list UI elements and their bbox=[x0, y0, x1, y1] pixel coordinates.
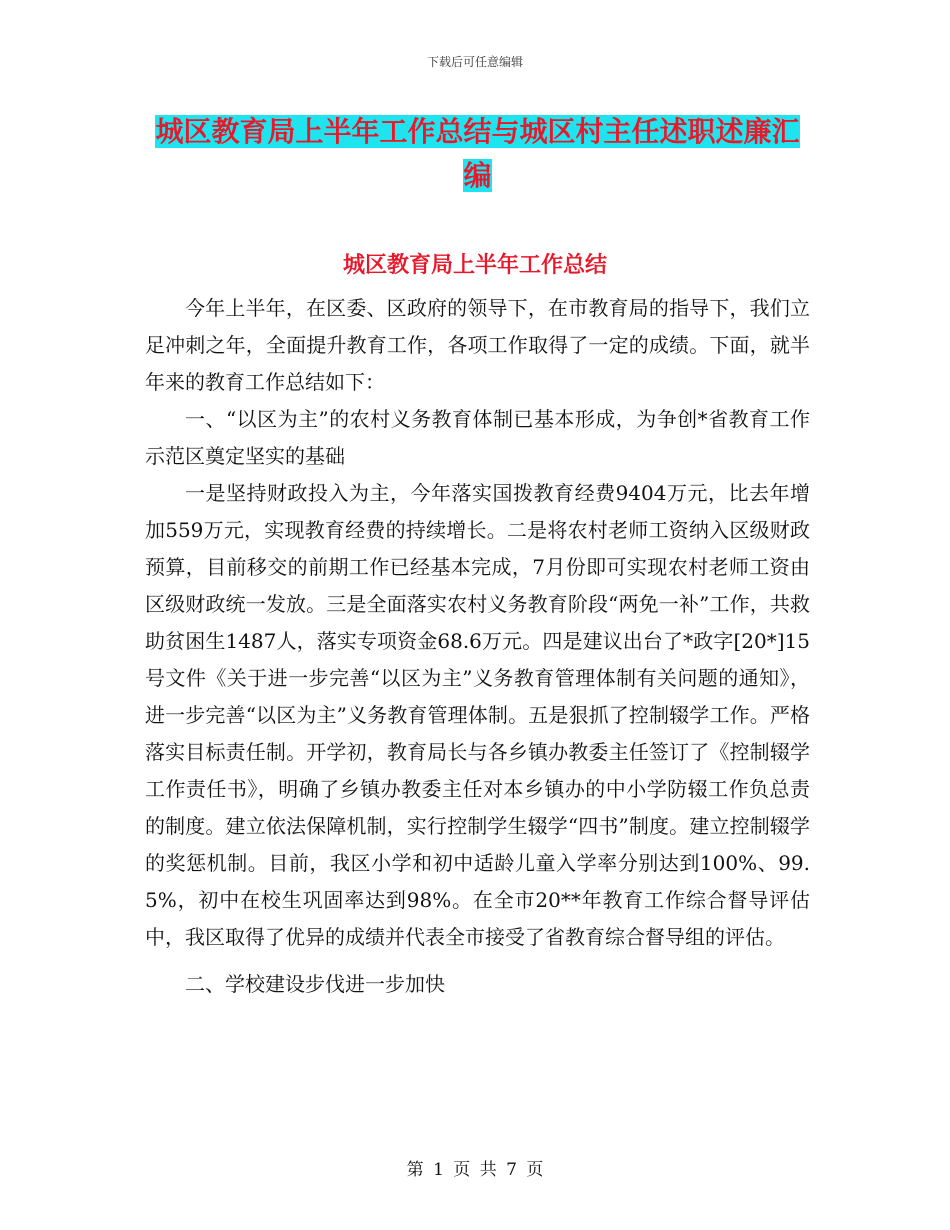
page-footer: 第 1 页 共 7 页 bbox=[406, 1160, 544, 1180]
document-body bbox=[145, 290, 810, 1003]
paragraph-heading-1: 一、“以区为主”的农村义务教育体制已基本形成，为争创*省教育工作示范区奠定坚实的基础 bbox=[145, 407, 810, 468]
paragraph-body-1: 一是坚持财政投入为主，今年落实国拨教育经费9404万元，比去年增加559万元，实现教育经费的持续增长。二是将农村老师工资纳入区级财政预算，目前移交的前期工作已经基本完成，7月份即可实现农村老师工资由区级财政统一发放。三是全面落实农村义务教育阶段“两免一补”工作，共救助贫困生1487人，落实专项资金68.6万元。四是建议出台了*政字[20*]15号文件《关于进一步完善“以区为主”义务教育管理体制有关问题的通知》，进一步完善“以区为主”义务教育管理体制。五是狠抓了控制辍学工作。严格落实目标责任制。开学初，教育局长与各乡镇办教委主任签订了《控制辍学工作责任书》，明确了乡镇办教委主任对本乡镇办的中小学防辍工作负总责的制度。建立依法保障机制，实行控制学生辍学“四书”制度。建立控制辍学的奖惩机制。目前，我区小学和初中适龄儿童入学率分别达到100%、99.5%，初中在校生巩固率达到98%。在全市20**年教育工作综合督导评估中，我区取得了优异的成绩并代表全市接受了省教育综合督导组的评估。 bbox=[145, 481, 810, 949]
paragraph-heading-2: 二、学校建设步伐进一步加快 bbox=[185, 972, 445, 996]
document-title-text: 城区教育局上半年工作总结与城区村主任述职述廉汇编 bbox=[155, 115, 800, 192]
document-title bbox=[145, 110, 810, 198]
paragraph-intro: 今年上半年，在区委、区政府的领导下，在市教育局的指导下，我们立足冲刺之年，全面提升教育工作，各项工作取得了一定的成绩。下面，就半年来的教育工作总结如下： bbox=[145, 296, 810, 394]
header-note: 下载后可任意编辑 bbox=[426, 55, 523, 69]
section-title: 城区教育局上半年工作总结 bbox=[342, 253, 607, 278]
